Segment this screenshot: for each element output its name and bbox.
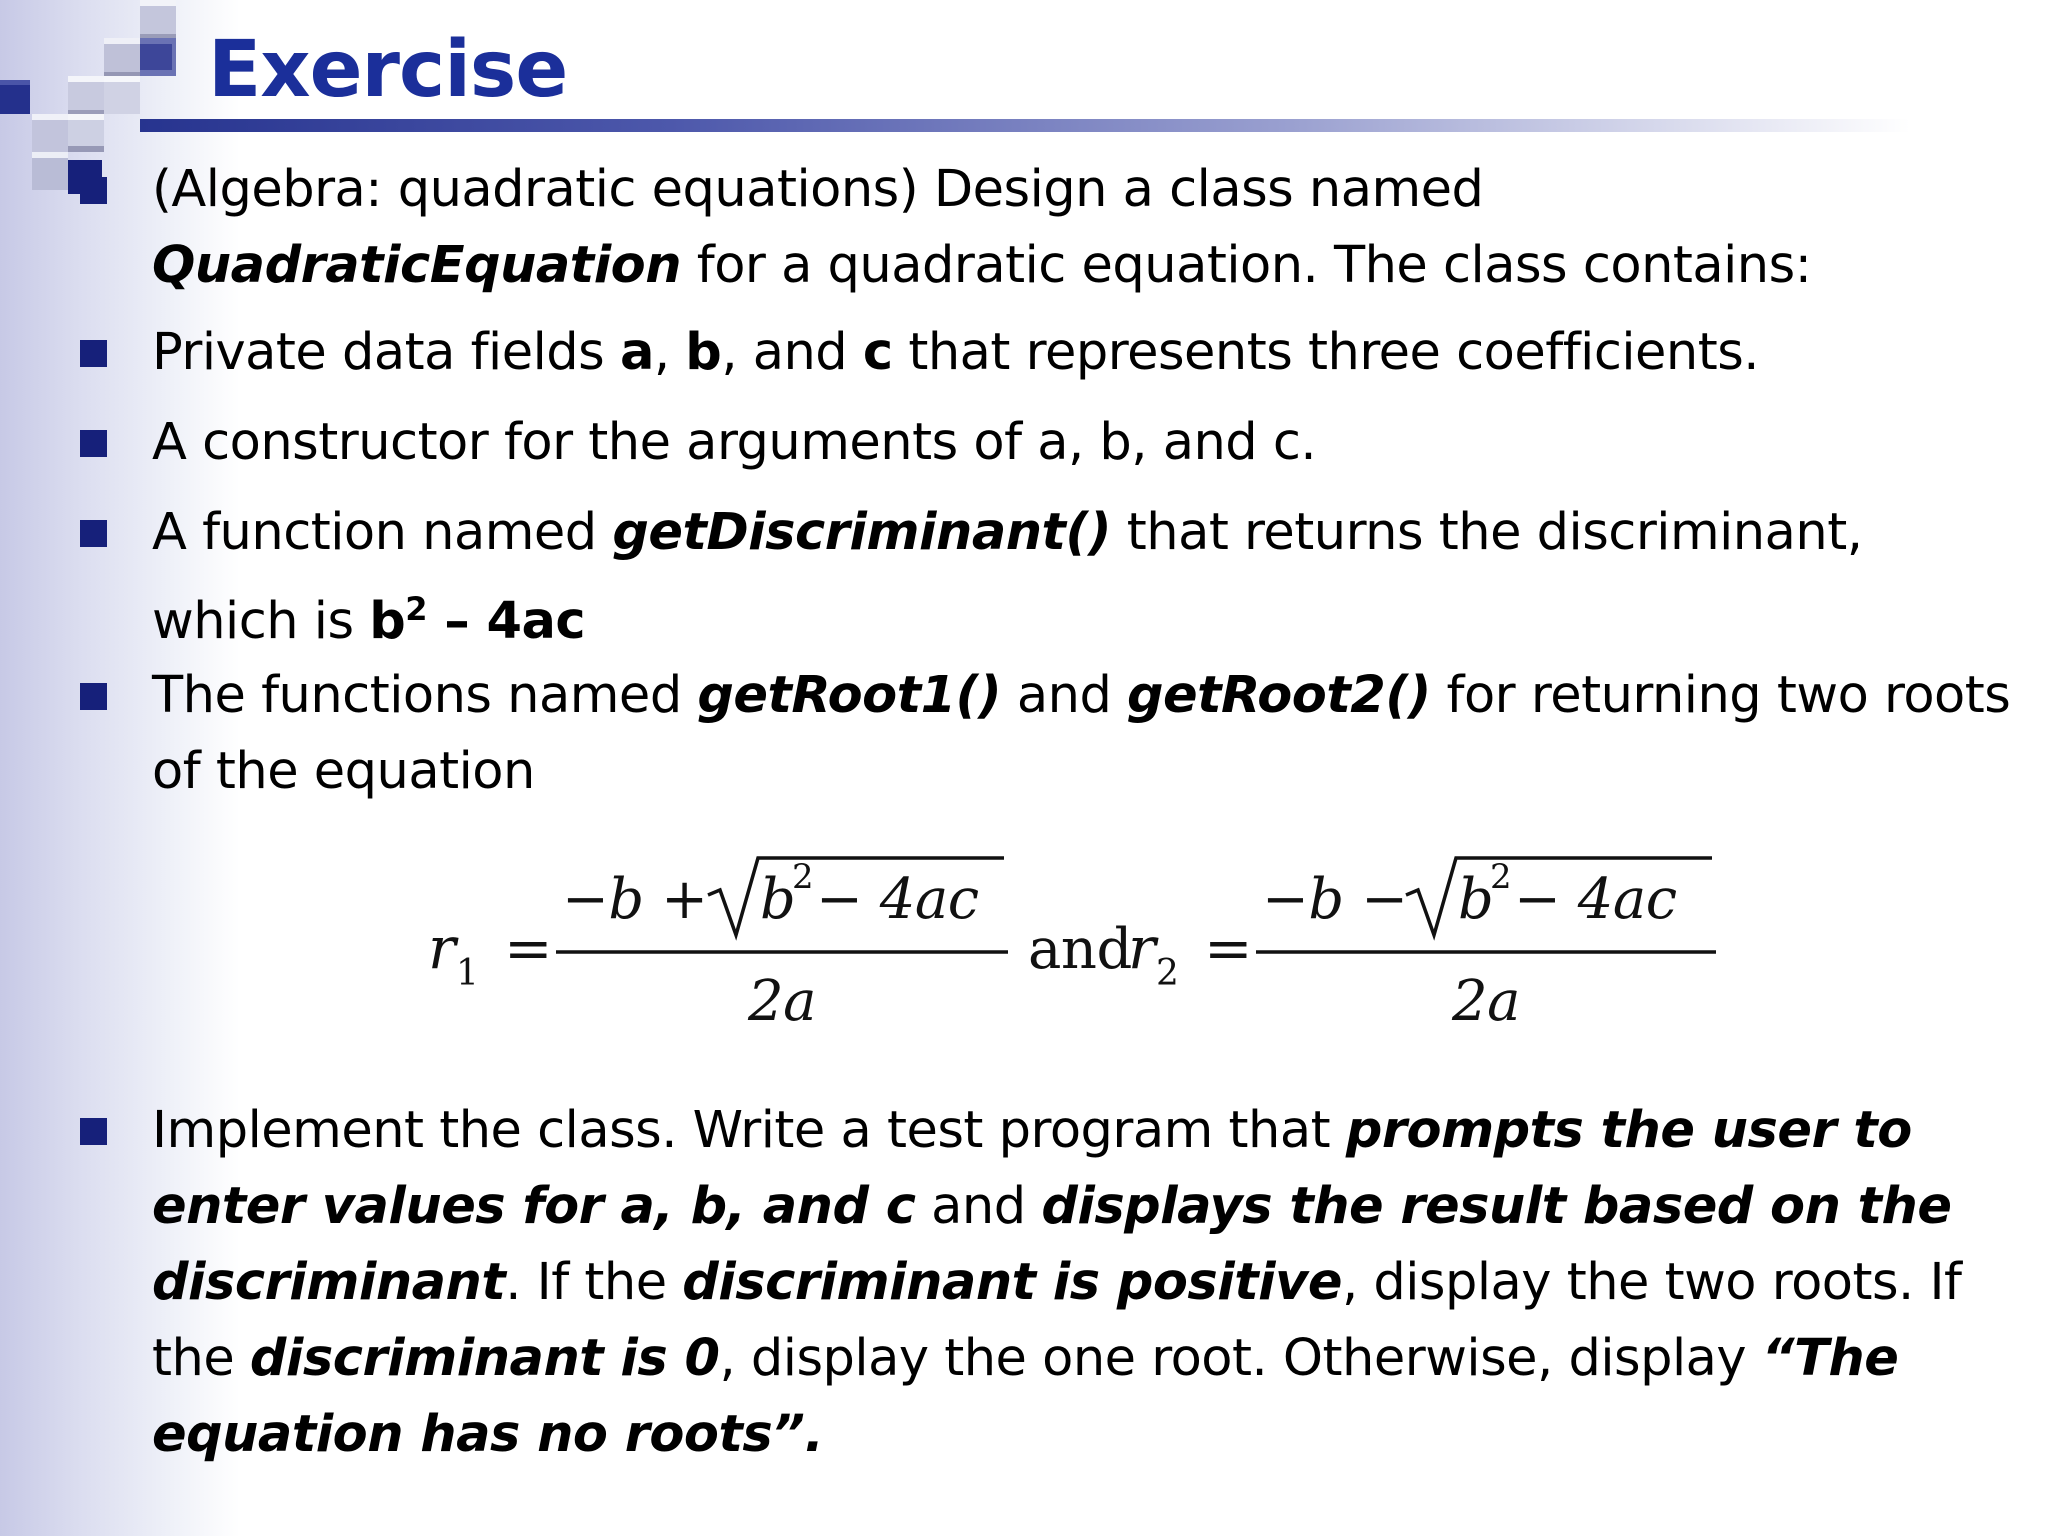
- square-bullet-icon: [80, 340, 107, 367]
- class-name-emphasis: QuadraticEquation: [152, 236, 682, 295]
- denominator-1: 2a: [748, 969, 817, 1034]
- bullet-text: . If the: [505, 1253, 683, 1312]
- bullet-text: for returning two roots of the equation: [152, 666, 2011, 801]
- radicand-exp-1: 2: [792, 857, 814, 897]
- emphasis-positive: discriminant is positive: [682, 1253, 1342, 1312]
- bullet-item-implement: [152, 1093, 2022, 1473]
- numerator-lead-1: −b +: [562, 867, 708, 932]
- function-name-emphasis: getDiscriminant(): [612, 503, 1112, 562]
- radicand-b-1: b: [760, 867, 796, 932]
- emphasis-zero: discriminant is 0: [249, 1329, 720, 1388]
- bullet-text: A constructor for the arguments of a, b, and c.: [152, 413, 1317, 472]
- radicand-exp-2: 2: [1490, 857, 1512, 897]
- field-a: a: [619, 323, 654, 382]
- discriminant-expression: $b^2 - 4ac$: [369, 590, 586, 651]
- conjunction-and: and: [1028, 917, 1132, 982]
- bullet-text: , and: [721, 323, 863, 382]
- bullet-item-roots: [152, 658, 2022, 810]
- bullet-text: and: [915, 1177, 1042, 1236]
- square-bullet-icon: [80, 1118, 107, 1145]
- denominator-2: 2a: [1452, 969, 1521, 1034]
- emphasis-display: displays the result based on the discriminant: [152, 1177, 1952, 1312]
- emphasis-no-roots: “The equation has no roots”.: [152, 1329, 1899, 1464]
- radicand-b-2: b: [1458, 867, 1494, 932]
- bullet-item-class-design: [152, 152, 2022, 304]
- bullet-text: , display the one root. Otherwise, display: [719, 1329, 1762, 1388]
- bullet-text: (Algebra: quadratic equations) Design a class named: [152, 160, 1484, 219]
- field-c: c: [862, 323, 893, 382]
- r2-variable: r: [1128, 914, 1156, 982]
- formula-graphic: [420, 840, 1760, 1040]
- equals-sign-2: =: [1204, 914, 1253, 982]
- numerator-lead-2: −b −: [1262, 867, 1408, 932]
- bullet-item-discriminant: [152, 495, 2022, 660]
- square-bullet-icon: [80, 430, 107, 457]
- function-name-emphasis: getRoot2(): [1127, 666, 1431, 725]
- equals-sign-1: =: [504, 914, 553, 982]
- bullet-text: , display the two roots. If the: [152, 1253, 1962, 1388]
- radicand-rest-1: − 4ac: [816, 867, 979, 932]
- field-b: b: [685, 323, 722, 382]
- bullet-text: Private data fields: [152, 323, 620, 382]
- slide-title: Exercise: [208, 25, 568, 115]
- r2-subscript: 2: [1156, 953, 1179, 994]
- emphasis-prompt: prompts the user to enter values for a, b, and c: [152, 1101, 1912, 1236]
- bullet-text: A function named: [152, 503, 613, 562]
- bullet-text: Implement the class. Write a test program that: [152, 1101, 1346, 1160]
- function-name-emphasis: getRoot1(): [697, 666, 1002, 725]
- r1-variable: r: [428, 914, 456, 982]
- square-bullet-icon: [80, 520, 107, 547]
- bullet-text: that returns the discriminant, which is: [152, 503, 1863, 651]
- bullet-text: that represents three coefficients.: [892, 323, 1760, 382]
- bullet-text: for a quadratic equation. The class contains:: [681, 236, 1812, 295]
- r1-subscript: 1: [456, 953, 479, 994]
- bullet-text: and: [1001, 666, 1128, 725]
- radicand-rest-2: − 4ac: [1514, 867, 1677, 932]
- bullet-text: The functions named: [152, 666, 698, 725]
- bullet-text: ,: [653, 323, 686, 382]
- quadratic-roots-formula: [420, 840, 1760, 1040]
- square-bullet-icon: [80, 177, 107, 204]
- bullet-item-constructor: [152, 405, 2022, 481]
- square-bullet-icon: [80, 683, 107, 710]
- bullet-item-data-fields: [152, 315, 2022, 391]
